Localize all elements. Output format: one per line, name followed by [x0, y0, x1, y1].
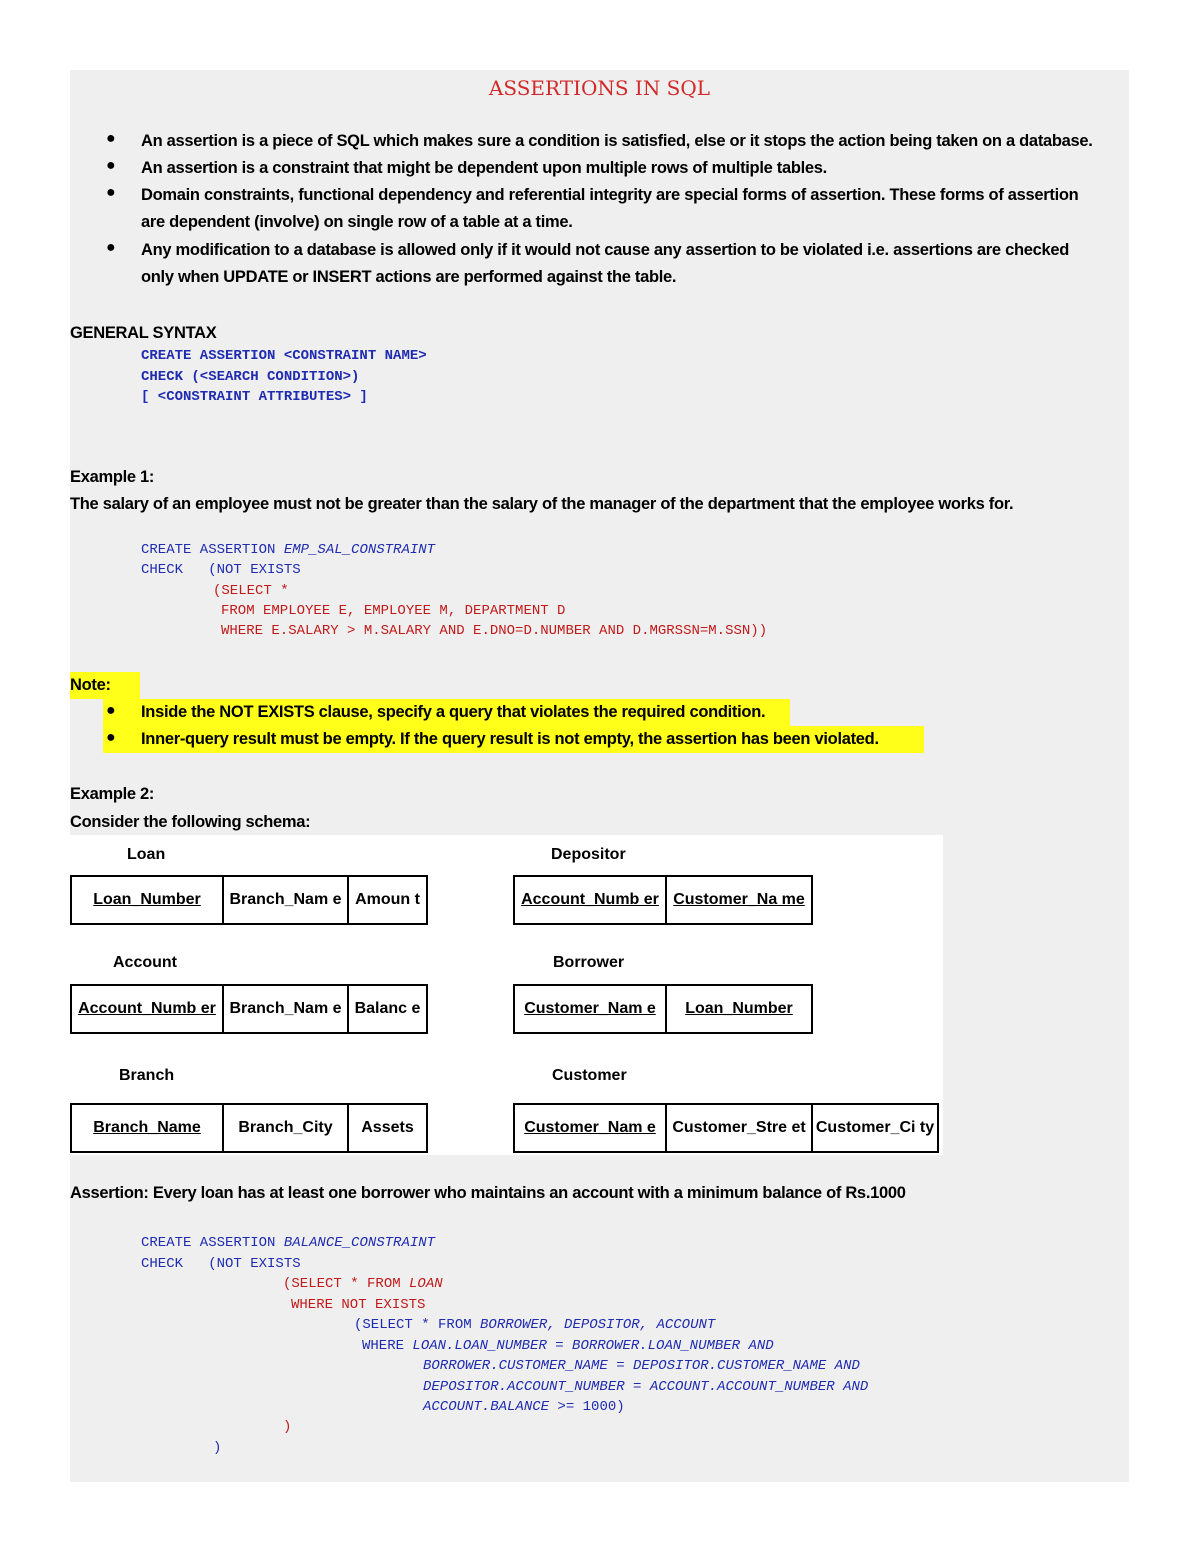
- example1-description: The salary of an employee must not be greater than the salary of the manager of the department that the employee works for.: [70, 495, 1014, 513]
- page-title: ASSERTIONS IN SQL: [488, 76, 711, 100]
- code-identifier: LOAN.LOAN_NUMBER = BORROWER.LOAN_NUMBER AND: [412, 1338, 774, 1354]
- code-line: [362, 1336, 774, 1356]
- table-cell: Branch_Nam e: [223, 985, 348, 1033]
- code-keyword: WHERE: [362, 1338, 413, 1354]
- table-cell: Branch_Name: [71, 1104, 223, 1152]
- code-identifier: BORROWER, DEPOSITOR, ACCOUNT: [480, 1317, 716, 1333]
- table-cell: Balanc e: [348, 985, 427, 1033]
- code-line: FROM EMPLOYEE E, EMPLOYEE M, DEPARTMENT D: [221, 603, 566, 619]
- code-line: BORROWER.CUSTOMER_NAME = DEPOSITOR.CUSTOMER_NAME AND: [423, 1358, 860, 1374]
- code-identifier: LOAN: [409, 1276, 443, 1292]
- example2-intro: Consider the following schema:: [70, 813, 311, 831]
- bullet-icon: ●: [106, 702, 116, 719]
- code-line: ): [283, 1419, 292, 1435]
- table-name-branch: Branch: [119, 1067, 175, 1084]
- code-line: ): [213, 1440, 222, 1456]
- list-item: An assertion is a piece of SQL which makes sure a condition is satisfied, else or it stops the action being taken on a database.: [141, 132, 1093, 150]
- list-item-continuation: are dependent (involve) on single row of a table at a time.: [141, 213, 573, 231]
- bullet-icon: ●: [106, 239, 116, 256]
- code-keyword: (SELECT * FROM: [283, 1276, 410, 1292]
- syntax-heading: GENERAL SYNTAX: [70, 324, 217, 342]
- bullet-icon: ●: [106, 157, 116, 174]
- code-line: WHERE E.SALARY > M.SALARY AND E.DNO=D.NUMBER AND D.MGRSSN=M.SSN)): [221, 623, 768, 639]
- syntax-line: [ <CONSTRAINT ATTRIBUTES> ]: [141, 389, 368, 405]
- code-line: CHECK (NOT EXISTS: [141, 562, 301, 578]
- bullet-icon: ●: [106, 729, 116, 746]
- bullet-icon: ●: [106, 184, 116, 201]
- document-page: [70, 70, 1129, 1482]
- schema-table-customer: [513, 1103, 939, 1153]
- schema-table-borrower: [513, 984, 813, 1034]
- code-line: [354, 1315, 715, 1335]
- schema-table-depositor: [513, 875, 813, 925]
- code-line: [141, 540, 435, 560]
- code-keyword: >= 1000): [549, 1399, 625, 1415]
- list-item-continuation: only when UPDATE or INSERT actions are performed against the table.: [141, 268, 677, 286]
- table-cell: Customer_Stre et: [666, 1104, 812, 1152]
- code-line: [283, 1274, 443, 1294]
- example1-heading: Example 1:: [70, 468, 155, 486]
- table-name-depositor: Depositor: [551, 846, 626, 863]
- list-item: Domain constraints, functional dependency and referential integrity are special forms of assertion. These forms of assertion: [141, 186, 1079, 204]
- syntax-line: CHECK (<SEARCH CONDITION>): [141, 369, 360, 385]
- assertion-description: Assertion: Every loan has at least one borrower who maintains an account with a minimum balance of Rs.1000: [70, 1184, 906, 1202]
- table-name-loan: Loan: [127, 846, 166, 863]
- list-item: Any modification to a database is allowed only if it would not cause any assertion to be violated i.e. assertions are checked: [141, 241, 1070, 259]
- example2-heading: Example 2:: [70, 785, 155, 803]
- note-heading: Note:: [70, 672, 140, 699]
- code-keyword: CREATE ASSERTION: [141, 1235, 284, 1251]
- schema-table-loan: [70, 875, 428, 925]
- code-keyword: (SELECT * FROM: [354, 1317, 481, 1333]
- table-name-borrower: Borrower: [553, 954, 625, 971]
- table-cell: Branch_Nam e: [223, 876, 348, 924]
- table-cell: Customer_Ci ty: [812, 1104, 938, 1152]
- code-line: WHERE NOT EXISTS: [291, 1297, 426, 1313]
- table-cell: Account_Numb er: [514, 876, 666, 924]
- code-line: [141, 1233, 435, 1253]
- schema-table-account: [70, 984, 428, 1034]
- syntax-line: CREATE ASSERTION <CONSTRAINT NAME>: [141, 348, 427, 364]
- code-identifier: EMP_SAL_CONSTRAINT: [283, 542, 436, 558]
- table-cell: Assets: [348, 1104, 427, 1152]
- schema-table-branch: [70, 1103, 428, 1153]
- code-keyword: CREATE ASSERTION: [141, 542, 284, 558]
- code-line: CHECK (NOT EXISTS: [141, 1256, 301, 1272]
- note-item: Inside the NOT EXISTS clause, specify a query that violates the required condition.: [141, 703, 766, 721]
- table-cell: Customer_Nam e: [514, 1104, 666, 1152]
- code-line: [423, 1397, 625, 1417]
- table-cell: Amoun t: [348, 876, 427, 924]
- code-identifier: BALANCE_CONSTRAINT: [283, 1235, 436, 1251]
- code-line: DEPOSITOR.ACCOUNT_NUMBER = ACCOUNT.ACCOUNT_NUMBER AND: [423, 1379, 869, 1395]
- bullet-icon: ●: [106, 130, 116, 147]
- table-cell: Customer_Na me: [666, 876, 812, 924]
- list-item: An assertion is a constraint that might be dependent upon multiple rows of multiple tables.: [141, 159, 827, 177]
- code-identifier: ACCOUNT.BALANCE: [423, 1399, 550, 1415]
- note-item: Inner-query result must be empty. If the query result is not empty, the assertion has been violated.: [141, 730, 879, 748]
- table-cell: Branch_City: [223, 1104, 348, 1152]
- table-cell: Customer_Nam e: [514, 985, 666, 1033]
- table-name-account: Account: [113, 954, 177, 971]
- table-cell: Loan_Number: [71, 876, 223, 924]
- code-line: (SELECT *: [213, 583, 289, 599]
- table-cell: Loan_Number: [666, 985, 812, 1033]
- table-cell: Account_Numb er: [71, 985, 223, 1033]
- table-name-customer: Customer: [552, 1067, 627, 1084]
